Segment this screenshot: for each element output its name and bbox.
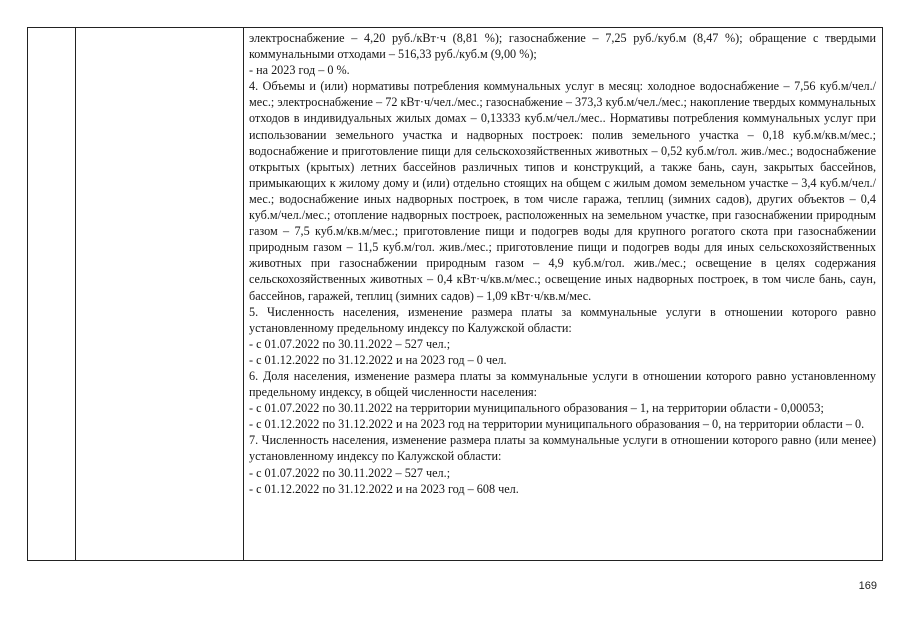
paragraph-population-count-heading: 5. Численность населения, изменение размера платы за коммунальные услуги в отношении которого равно установленному предельному индексу по Калужской области: xyxy=(249,304,876,335)
paragraph-population-share-period2: - с 01.12.2022 по 31.12.2022 и на 2023 год на территории муниципального образования – 0, на территории области – 0. xyxy=(249,417,865,432)
paragraph-2023-rate: - на 2023 год – 0 %. xyxy=(249,63,350,78)
document-table xyxy=(27,27,883,561)
paragraph-population-le-index-period1: - с 01.07.2022 по 30.11.2022 – 527 чел.; xyxy=(249,465,451,480)
table-column-name xyxy=(76,28,244,560)
paragraph-population-le-index-period2: - с 01.12.2022 по 31.12.2022 и на 2023 год – 608 чел. xyxy=(249,481,519,496)
paragraph-population-le-index-heading: 7. Численность населения, изменение размера платы за коммунальные услуги в отношении которого равно (или менее) установленному индексу по Калужской области: xyxy=(249,433,876,464)
page-number: 169 xyxy=(858,580,877,592)
paragraph-population-share-period1: - с 01.07.2022 по 30.11.2022 на территории муниципального образования – 1, на территории области - 0,00053; xyxy=(249,401,824,416)
paragraph-consumption-norms: 4. Объемы и (или) нормативы потребления коммунальных услуг в месяц: холодное водоснабжение – 7,56 куб.м/чел./мес.; электроснабжение – 72 кВт·ч/чел./мес.; газоснабжение – 373,3 куб.м/чел./мес.; накопление твердых коммунальных отходов в индивидуальных жилых домах – 0,13333 куб.м/чел./мес.. Нормативы потребления коммунальных услуг при использовании земельного участка и надворных построек: полив земельного участка – 0,18 куб.м/кв.м/мес.; водоснабжение и приготовление пищи для сельскохозяйственных животных – 0,52 куб.м/гол. жив./мес.; водоснабжение открытых (крытых) летних бассейнов различных типов и конструкций, а также бань, саун, закрытых бассейнов, примыкающих к жилому дому и (или) отдельно стоящих на общем с жилым домом земельном участке – 3,4 куб.м/чел./мес.; водоснабжение иных надворных построек, в том числе гаража, теплиц (зимних садов), других объектов – 0,4 куб.м/чел./мес.; отопление надворных построек, расположенных на земельном участке, при газоснабжении природным газом – 7,5 куб.м/кв.м/мес.; приготовление пищи и подогрев воды для крупного рогатого скота при газоснабжении природным газом – 11,5 куб.м/гол. жив./мес.; приготовление пищи и подогрев воды для иных сельскохозяйственных животных при газоснабжении природным газом – 4,9 куб.м/гол. жив./мес.; освещение в целях содержания сельскохозяйственных животных – 0,4 кВт·ч/кв.м/мес.; освещение иных надворных построек, в том числе бань, саун, бассейнов, гаражей, теплиц (зимних садов) – 1,09 кВт·ч/кв.м/мес. xyxy=(249,79,876,303)
paragraph-tariff-rates: электроснабжение – 4,20 руб./кВт·ч (8,81 %); газоснабжение – 7,25 руб./куб.м (8,47 %); обращение с твердыми коммунальными отходами – 516,33 руб./куб.м (9,00 %); xyxy=(249,31,876,62)
paragraph-population-count-period2: - с 01.12.2022 по 31.12.2022 и на 2023 год – 0 чел. xyxy=(249,352,507,367)
paragraph-population-count-period1: - с 01.07.2022 по 30.11.2022 – 527 чел.; xyxy=(249,336,451,351)
table-column-content xyxy=(244,28,882,560)
paragraph-population-share-heading: 6. Доля населения, изменение размера платы за коммунальные услуги в отношении которого равно установленному предельному индексу, в общей численности населения: xyxy=(249,368,876,400)
table-column-number xyxy=(28,28,76,560)
